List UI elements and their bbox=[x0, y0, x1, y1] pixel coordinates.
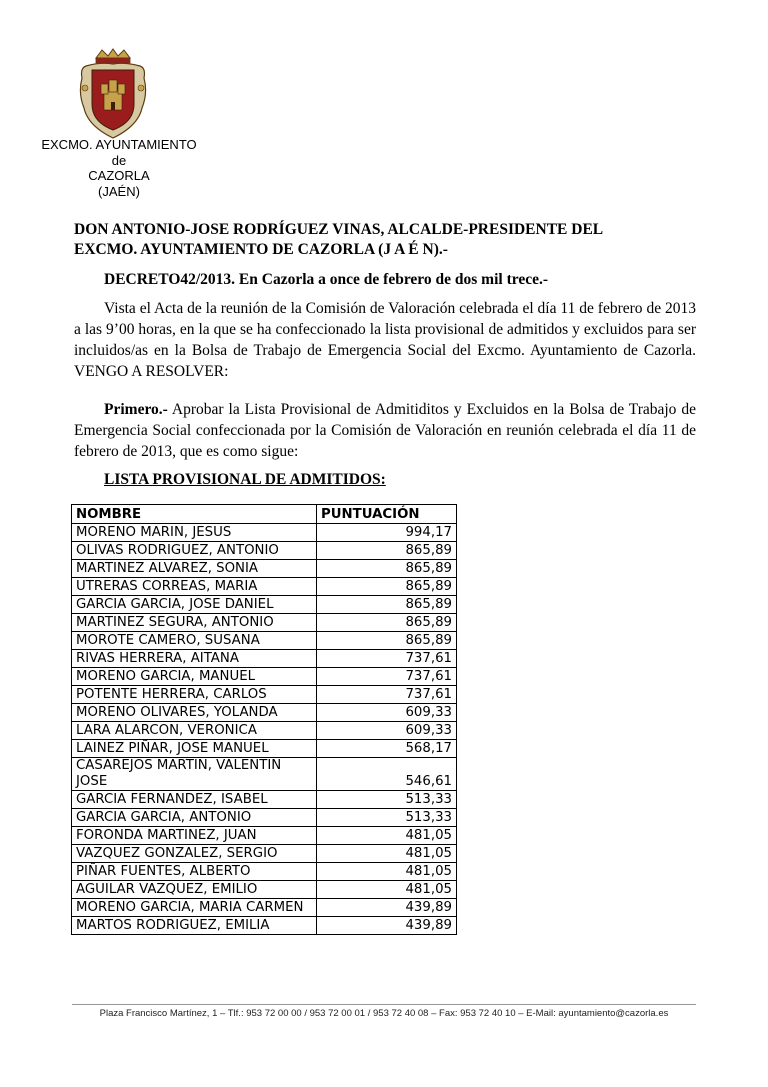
cell-score: 737,61 bbox=[317, 650, 457, 668]
table-row bbox=[72, 917, 457, 935]
cell-score: 481,05 bbox=[317, 827, 457, 845]
institution-line: EXCMO. AYUNTAMIENTO bbox=[41, 137, 197, 152]
cell-name: GARCIA FERNANDEZ, ISABEL bbox=[72, 791, 317, 809]
column-header-score: PUNTUACIÓN bbox=[317, 505, 457, 524]
table-row bbox=[72, 542, 457, 560]
cell-name: MARTOS RODRIGUEZ, EMILIA bbox=[72, 917, 317, 935]
cell-name: MORENO GARCIA, MARIA CARMEN bbox=[72, 899, 317, 917]
cell-score: 481,05 bbox=[317, 881, 457, 899]
cell-score: 513,33 bbox=[317, 791, 457, 809]
cell-score: 609,33 bbox=[317, 704, 457, 722]
table-row bbox=[72, 704, 457, 722]
cell-score: 994,17 bbox=[317, 524, 457, 542]
cell-score: 481,05 bbox=[317, 863, 457, 881]
table-row bbox=[72, 758, 457, 791]
table-row bbox=[72, 614, 457, 632]
cell-name: GARCIA GARCIA, ANTONIO bbox=[72, 809, 317, 827]
cell-name: PIÑAR FUENTES, ALBERTO bbox=[72, 863, 317, 881]
cell-name: LAINEZ PIÑAR, JOSE MANUEL bbox=[72, 740, 317, 758]
institution-line: de bbox=[111, 152, 127, 168]
cell-name: MORENO MARIN, JESUS bbox=[72, 524, 317, 542]
table-row bbox=[72, 740, 457, 758]
cell-name: VAZQUEZ GONZALEZ, SERGIO bbox=[72, 845, 317, 863]
cell-name: UTRERAS CORREAS, MARIA bbox=[72, 578, 317, 596]
table-row bbox=[72, 722, 457, 740]
table-row bbox=[72, 596, 457, 614]
cell-name: OLIVAS RODRIGUEZ, ANTONIO bbox=[72, 542, 317, 560]
table-row bbox=[72, 578, 457, 596]
table-row bbox=[72, 668, 457, 686]
paragraph-intro: Vista el Acta de la reunión de la Comisión de Valoración celebrada el día 11 de febrero de 2013 a las 9’00 horas, en la que se ha confeccionado la lista provisional de admitidos y excluidos para ser incluidos/as en la Bolsa de Trabajo de Emergencia Social del Excmo. Ayuntamiento de Cazorla. VENGO A RESOLVER: bbox=[74, 300, 696, 380]
table-row bbox=[72, 632, 457, 650]
cell-score: 865,89 bbox=[317, 596, 457, 614]
table-row bbox=[72, 560, 457, 578]
cell-name: MORENO GARCIA, MANUEL bbox=[72, 668, 317, 686]
cell-score: 546,61 bbox=[317, 758, 457, 791]
cell-name: MARTINEZ SEGURA, ANTONIO bbox=[72, 614, 317, 632]
table-row bbox=[72, 863, 457, 881]
cell-score: 609,33 bbox=[317, 722, 457, 740]
paragraph-lead: Primero.- bbox=[104, 401, 168, 418]
table-row bbox=[72, 845, 457, 863]
table-row bbox=[72, 899, 457, 917]
cell-score: 865,89 bbox=[317, 560, 457, 578]
table-row bbox=[72, 686, 457, 704]
cell-name: CASAREJOS MARTIN, VALENTIN JOSE bbox=[72, 758, 317, 791]
footer-divider bbox=[72, 1004, 696, 1005]
paragraph-text: Aprobar la Lista Provisional de Admitiditos y Excluidos en la Bolsa de Trabajo de Emergencia Social confeccionada por la Comisión de Valoración en reunión celebrada el día 11 de febrero de 2013, que es como sigue: bbox=[74, 401, 696, 460]
column-header-name: NOMBRE bbox=[72, 505, 317, 524]
table-row bbox=[72, 881, 457, 899]
cell-name: POTENTE HERRERA, CARLOS bbox=[72, 686, 317, 704]
table-header-row bbox=[72, 505, 457, 524]
cell-score: 865,89 bbox=[317, 614, 457, 632]
cell-name: RIVAS HERRERA, AITANA bbox=[72, 650, 317, 668]
cell-score: 481,05 bbox=[317, 845, 457, 863]
cell-name: LARA ALARCON, VERONICA bbox=[72, 722, 317, 740]
paragraph-first bbox=[74, 399, 696, 462]
cell-name: FORONDA MARTINEZ, JUAN bbox=[72, 827, 317, 845]
table-row bbox=[72, 809, 457, 827]
cell-score: 513,33 bbox=[317, 809, 457, 827]
coat-of-arms-icon bbox=[76, 48, 150, 140]
table-row bbox=[72, 524, 457, 542]
admitted-table bbox=[71, 504, 457, 935]
cell-score: 439,89 bbox=[317, 917, 457, 935]
decree-line: DECRETO42/2013. En Cazorla a once de febrero de dos mil trece.- bbox=[104, 271, 549, 288]
document-heading bbox=[74, 220, 704, 260]
table-row bbox=[72, 650, 457, 668]
footer-contact: Plaza Francisco Martínez, 1 – Tlf.: 953 72 00 00 / 953 72 00 01 / 953 72 40 08 – Fax: 953 72 40 10 – E-Mail: ayuntamiento@cazorla.es bbox=[99, 1008, 669, 1019]
institution-line: CAZORLA bbox=[88, 168, 150, 183]
cell-score: 865,89 bbox=[317, 632, 457, 650]
cell-score: 865,89 bbox=[317, 542, 457, 560]
cell-score: 737,61 bbox=[317, 668, 457, 686]
cell-score: 865,89 bbox=[317, 578, 457, 596]
heading-line: DON ANTONIO-JOSE RODRÍGUEZ VINAS, ALCALDE-PRESIDENTE DEL bbox=[74, 221, 604, 238]
cell-name: MARTINEZ ALVAREZ, SONIA bbox=[72, 560, 317, 578]
cell-name: MOROTE CAMERO, SUSANA bbox=[72, 632, 317, 650]
cell-score: 568,17 bbox=[317, 740, 457, 758]
heading-line: EXCMO. AYUNTAMIENTO DE CAZORLA (J A É N).- bbox=[74, 241, 448, 258]
table-row bbox=[72, 827, 457, 845]
cell-score: 737,61 bbox=[317, 686, 457, 704]
table-row bbox=[72, 791, 457, 809]
cell-name: MORENO OLIVARES, YOLANDA bbox=[72, 704, 317, 722]
cell-name: AGUILAR VAZQUEZ, EMILIO bbox=[72, 881, 317, 899]
list-title: LISTA PROVISIONAL DE ADMITIDOS: bbox=[104, 471, 386, 488]
institution-line: (JAÉN) bbox=[98, 183, 140, 199]
cell-name: GARCIA GARCIA, JOSE DANIEL bbox=[72, 596, 317, 614]
cell-score: 439,89 bbox=[317, 899, 457, 917]
institution-name bbox=[36, 137, 202, 199]
